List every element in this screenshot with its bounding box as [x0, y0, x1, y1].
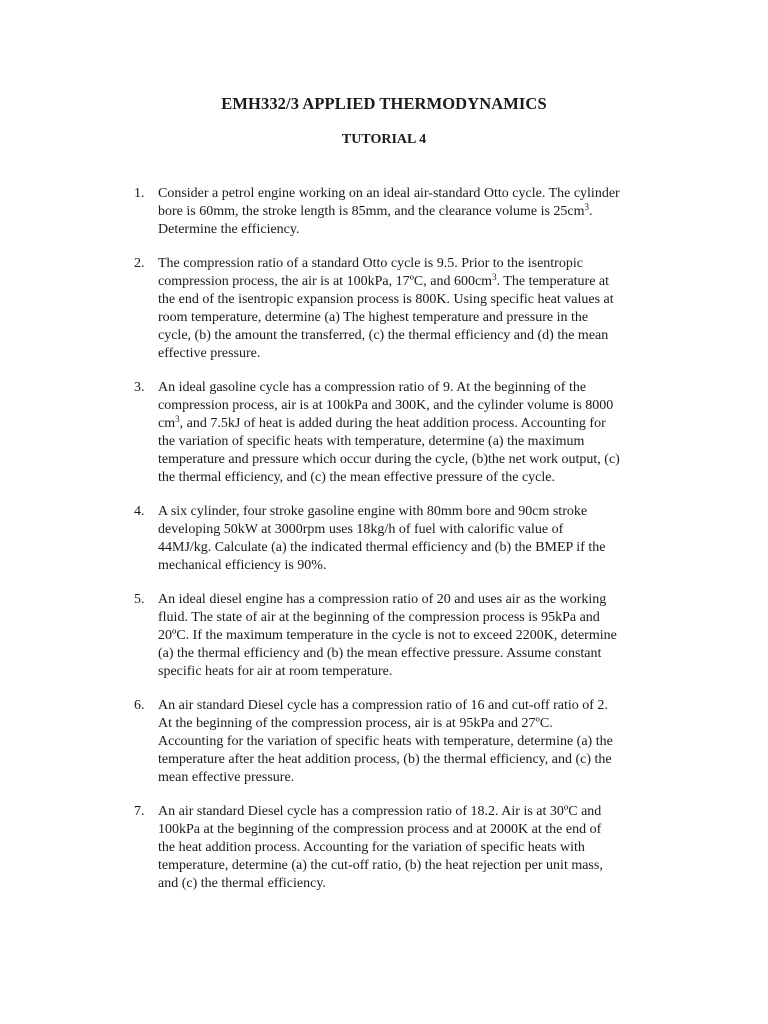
question-text-line: (a) the thermal efficiency and (b) the mean effective pressure. Assume constant	[158, 646, 602, 661]
question-number: 1.	[134, 186, 145, 201]
question-text-line: compression process, the air is at 100kPa, 17ºC, and $600cm^3$. The temperature at	[158, 272, 610, 289]
question-text	[158, 803, 658, 893]
question-text-line: Determine the efficiency.	[158, 222, 300, 237]
question-text-line: cycle, (b) the amount the transferred, (c) the thermal efficiency and (d) the mean	[158, 328, 609, 343]
question-text-line: At the beginning of the compression process, air is at 95kPa and 27ºC.	[158, 716, 553, 731]
question-item	[0, 803, 768, 893]
question-text-line: Accounting for the variation of specific heats with temperature, determine (a) the	[158, 734, 613, 749]
question-text-line: 44MJ/kg. Calculate (a) the indicated thermal efficiency and (b) the BMEP if the	[158, 540, 606, 555]
question-text-line: fluid. The state of air at the beginning of the compression process is 95kPa and	[158, 610, 600, 625]
question-text-line: An air standard Diesel cycle has a compression ratio of 18.2. Air is at 30ºC and	[158, 804, 602, 819]
question-text-line: developing 50kW at 3000rpm uses 18kg/h of fuel with calorific value of	[158, 522, 564, 537]
question-text-line: mechanical efficiency is 90%.	[158, 558, 327, 573]
question-text	[158, 379, 658, 487]
question-list	[0, 185, 768, 909]
question-number: 6.	[134, 698, 145, 713]
question-text-line: effective pressure.	[158, 346, 261, 361]
question-text-line: temperature after the heat addition process, (b) the thermal efficiency, and (c) the	[158, 752, 612, 767]
question-text-line: An ideal diesel engine has a compression ratio of 20 and uses air as the working	[158, 592, 607, 607]
question-text-line: temperature, determine (a) the cut-off ratio, (b) the heat rejection per unit mass,	[158, 858, 603, 873]
question-item	[0, 591, 768, 681]
question-number: 5.	[134, 592, 145, 607]
question-text-line: 100kPa at the beginning of the compression process and at 2000K at the end of	[158, 822, 602, 837]
question-text	[158, 697, 658, 787]
question-text-line: the heat addition process. Accounting for the variation of specific heats with	[158, 840, 585, 855]
question-item	[0, 379, 768, 487]
question-text-line: room temperature, determine (a) The highest temperature and pressure in the	[158, 310, 589, 325]
question-text-line: the variation of specific heats with temperature, determine (a) the maximum	[158, 434, 585, 449]
question-item	[0, 255, 768, 363]
question-text-line: temperature and pressure which occur during the cycle, (b)the net work output, (c)	[158, 452, 620, 467]
question-text	[158, 591, 658, 681]
question-text-line: the thermal efficiency, and (c) the mean effective pressure of the cycle.	[158, 470, 555, 485]
question-text-line: A six cylinder, four stroke gasoline engine with 80mm bore and 90cm stroke	[158, 504, 588, 519]
question-text	[158, 255, 658, 363]
question-text-line: 20ºC. If the maximum temperature in the cycle is not to exceed 2200K, determine	[158, 628, 617, 643]
document-title: EMH332/3 APPLIED THERMODYNAMICS	[221, 94, 547, 113]
question-text	[158, 503, 658, 575]
question-text-line: and (c) the thermal efficiency.	[158, 876, 326, 891]
question-text	[158, 185, 658, 239]
question-text-line: An ideal gasoline cycle has a compression ratio of 9. At the beginning of the	[158, 380, 587, 395]
question-item	[0, 503, 768, 575]
question-item	[0, 185, 768, 239]
question-item	[0, 697, 768, 787]
question-text-line: Consider a petrol engine working on an ideal air-standard Otto cycle. The cylinder	[158, 186, 620, 201]
document-subtitle: TUTORIAL 4	[341, 132, 427, 147]
question-number: 4.	[134, 504, 145, 519]
question-number: 7.	[134, 804, 145, 819]
question-text-line: the end of the isentropic expansion process is 800K. Using specific heat values at	[158, 292, 614, 307]
question-text-line: $cm^3$, and 7.5kJ of heat is added during the heat addition process. Accounting for	[158, 414, 606, 431]
question-text-line: mean effective pressure.	[158, 770, 295, 785]
question-text-line: bore is 60mm, the stroke length is 85mm, and the clearance volume is $25cm^3$.	[158, 202, 593, 219]
question-text-line: specific heats for air at room temperature.	[158, 664, 393, 679]
question-number: 3.	[134, 380, 145, 395]
question-number: 2.	[134, 256, 145, 271]
question-text-line: The compression ratio of a standard Otto cycle is 9.5. Prior to the isentropic	[158, 256, 583, 271]
question-text-line: compression process, air is at 100kPa and 300K, and the cylinder volume is 8000	[158, 398, 614, 413]
question-text-line: An air standard Diesel cycle has a compression ratio of 16 and cut-off ratio of 2.	[158, 698, 608, 713]
